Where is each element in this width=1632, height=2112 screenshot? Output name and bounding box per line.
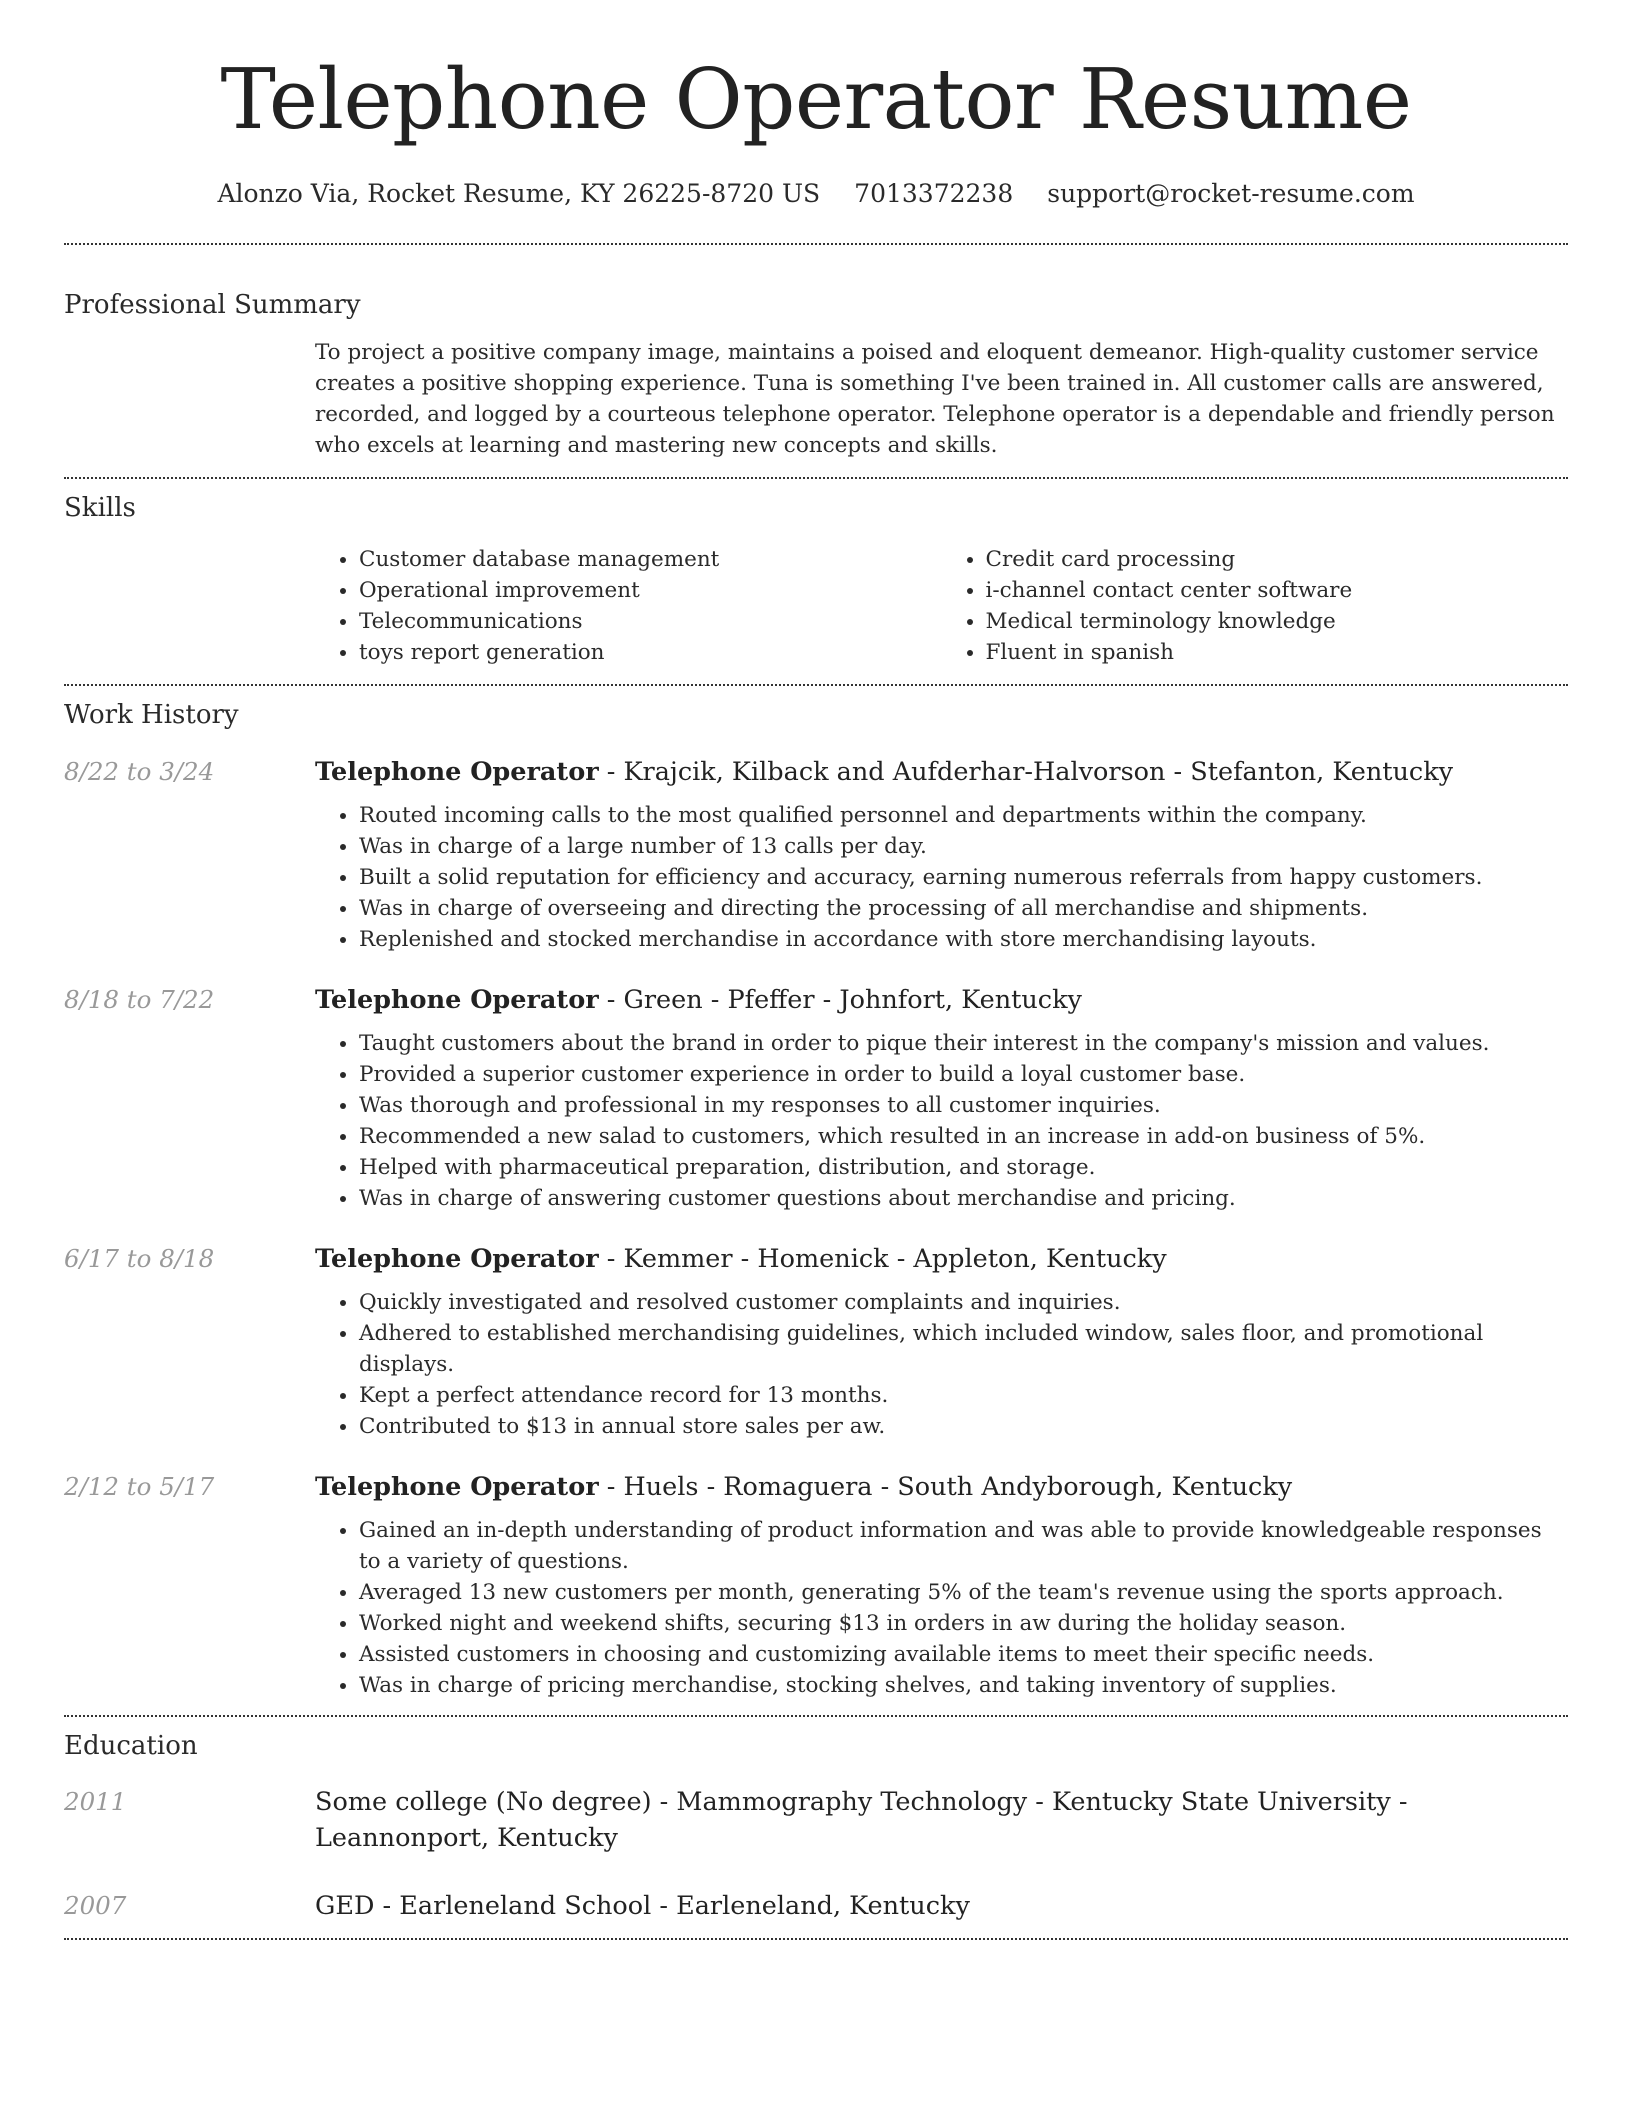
skills-list-right: [942, 544, 1569, 668]
work-entry-body: [315, 982, 1568, 1214]
summary-text: To project a positive company image, maintains a poised and eloquent demeanor. High-quality customer service creates a positive shopping experience. Tuna is something I've been trained in. All customer calls are answered, recorded, and logged by a courteous telephone operator. Telephone operator is a dependable and friendly person who excels at learning and mastering new concepts and skills.: [315, 340, 1555, 459]
job-bullets: [315, 800, 1568, 955]
job-role: Telephone Operator: [315, 1243, 599, 1274]
divider: [64, 1938, 1568, 1940]
skill-item: • Fluent in spanish: [986, 637, 1569, 668]
education-entry-body: [315, 1888, 1568, 1924]
job-bullet: • Routed incoming calls to the most qualified personnel and departments within the company.: [359, 800, 1568, 831]
work-dates: 6/17 to 8/18: [64, 1243, 215, 1273]
job-title: [315, 982, 1568, 1018]
work-dates: 8/22 to 3/24: [64, 756, 215, 786]
job-bullet: • Recommended a new salad to customers, which resulted in an increase in add-on business of 5%.: [359, 1121, 1568, 1152]
work-entry-body: [315, 1241, 1568, 1442]
education-section: [64, 1717, 1568, 1938]
work-entry: [64, 754, 1568, 955]
skills-list-left: [315, 544, 942, 668]
summary-section: [64, 245, 1568, 477]
job-bullets: [315, 1287, 1568, 1442]
job-details: - Krajcik, Kilback and Aufderhar-Halvorson - Stefanton, Kentucky: [598, 756, 1454, 787]
skill-item: • Telecommunications: [359, 606, 942, 637]
work-entry: [64, 1241, 1568, 1442]
summary-heading: Professional Summary: [64, 290, 361, 320]
contact-address: Alonzo Via, Rocket Resume, KY 26225-8720 US: [217, 179, 821, 208]
job-bullet: • Replenished and stocked merchandise in accordance with store merchandising layouts.: [359, 924, 1568, 955]
job-bullet: • Averaged 13 new customers per month, generating 5% of the team's revenue using the sports approach.: [359, 1577, 1568, 1608]
contact-line: [0, 179, 1632, 209]
education-heading: Education: [64, 1730, 198, 1761]
job-bullet: • Helped with pharmaceutical preparation, distribution, and storage.: [359, 1152, 1568, 1183]
job-bullet: • Worked night and weekend shifts, securing $13 in orders in aw during the holiday season.: [359, 1608, 1568, 1639]
job-bullet: • Quickly investigated and resolved customer complaints and inquiries.: [359, 1287, 1568, 1318]
education-entry: [64, 1888, 1568, 1924]
job-bullet: • Was in charge of answering customer questions about merchandise and pricing.: [359, 1183, 1568, 1214]
job-bullet: • Was in charge of a large number of 13 calls per day.: [359, 831, 1568, 862]
job-title: [315, 1469, 1568, 1505]
job-bullet: • Was thorough and professional in my responses to all customer inquiries.: [359, 1090, 1568, 1121]
education-entry: [64, 1784, 1568, 1856]
job-role: Telephone Operator: [315, 984, 599, 1015]
job-bullets: [315, 1028, 1568, 1214]
skills-heading: Skills: [64, 493, 136, 524]
work-dates: 2/12 to 5/17: [64, 1471, 215, 1501]
job-bullet: • Taught customers about the brand in order to pique their interest in the company's mission and values.: [359, 1028, 1568, 1059]
work-dates: 8/18 to 7/22: [64, 984, 215, 1014]
work-entry-body: [315, 754, 1568, 955]
education-title: Some college (No degree) - Mammography Technology - Kentucky State University - Leannonport, Kentucky: [315, 1786, 1408, 1853]
work-heading: Work History: [64, 700, 239, 731]
job-title: [315, 1241, 1568, 1277]
job-bullet: • Built a solid reputation for efficiency and accuracy, earning numerous referrals from happy customers.: [359, 862, 1568, 893]
job-details: - Kemmer - Homenick - Appleton, Kentucky: [598, 1243, 1167, 1274]
skills-section: [64, 479, 1568, 684]
work-entry-body: [315, 1469, 1568, 1701]
work-entry: [64, 1469, 1568, 1701]
job-bullet: • Assisted customers in choosing and customizing available items to meet their specific needs.: [359, 1639, 1568, 1670]
job-bullet: • Contributed to $13 in annual store sales per aw.: [359, 1411, 1568, 1442]
work-entry: [64, 982, 1568, 1214]
skill-item: • Customer database management: [359, 544, 942, 575]
job-title: [315, 754, 1568, 790]
contact-email: support@rocket-resume.com: [1047, 179, 1415, 208]
education-year: 2007: [64, 1890, 127, 1920]
job-role: Telephone Operator: [315, 1471, 599, 1502]
education-year: 2011: [64, 1786, 127, 1816]
job-bullet: • Gained an in-depth understanding of product information and was able to provide knowledgeable responses to a variety of questions.: [359, 1515, 1568, 1577]
contact-phone: 7013372238: [854, 179, 1014, 208]
education-title: GED - Earleneland School - Earleneland, Kentucky: [315, 1890, 970, 1921]
job-bullet: • Was in charge of overseeing and directing the processing of all merchandise and shipments.: [359, 893, 1568, 924]
education-entry-body: [315, 1784, 1568, 1856]
job-role: Telephone Operator: [315, 756, 599, 787]
job-bullet: • Provided a superior customer experience in order to build a loyal customer base.: [359, 1059, 1568, 1090]
skill-item: • toys report generation: [359, 637, 942, 668]
job-details: - Huels - Romaguera - South Andyborough, Kentucky: [598, 1471, 1293, 1502]
skill-item: • i-channel contact center software: [986, 575, 1569, 606]
work-section: [64, 686, 1568, 1714]
skill-item: • Credit card processing: [986, 544, 1569, 575]
job-bullets: [315, 1515, 1568, 1701]
skill-item: • Operational improvement: [359, 575, 942, 606]
resume-title: Telephone Operator Resume: [220, 51, 1412, 148]
summary-content: [315, 337, 1568, 461]
job-bullet: • Kept a perfect attendance record for 13 months.: [359, 1380, 1568, 1411]
job-bullet: • Was in charge of pricing merchandise, stocking shelves, and taking inventory of supplies.: [359, 1670, 1568, 1701]
skills-grid: [315, 544, 1568, 668]
job-details: - Green - Pfeffer - Johnfort, Kentucky: [598, 984, 1082, 1015]
skill-item: • Medical terminology knowledge: [986, 606, 1569, 637]
job-bullet: • Adhered to established merchandising guidelines, which included window, sales floor, and promotional displays.: [359, 1318, 1568, 1380]
